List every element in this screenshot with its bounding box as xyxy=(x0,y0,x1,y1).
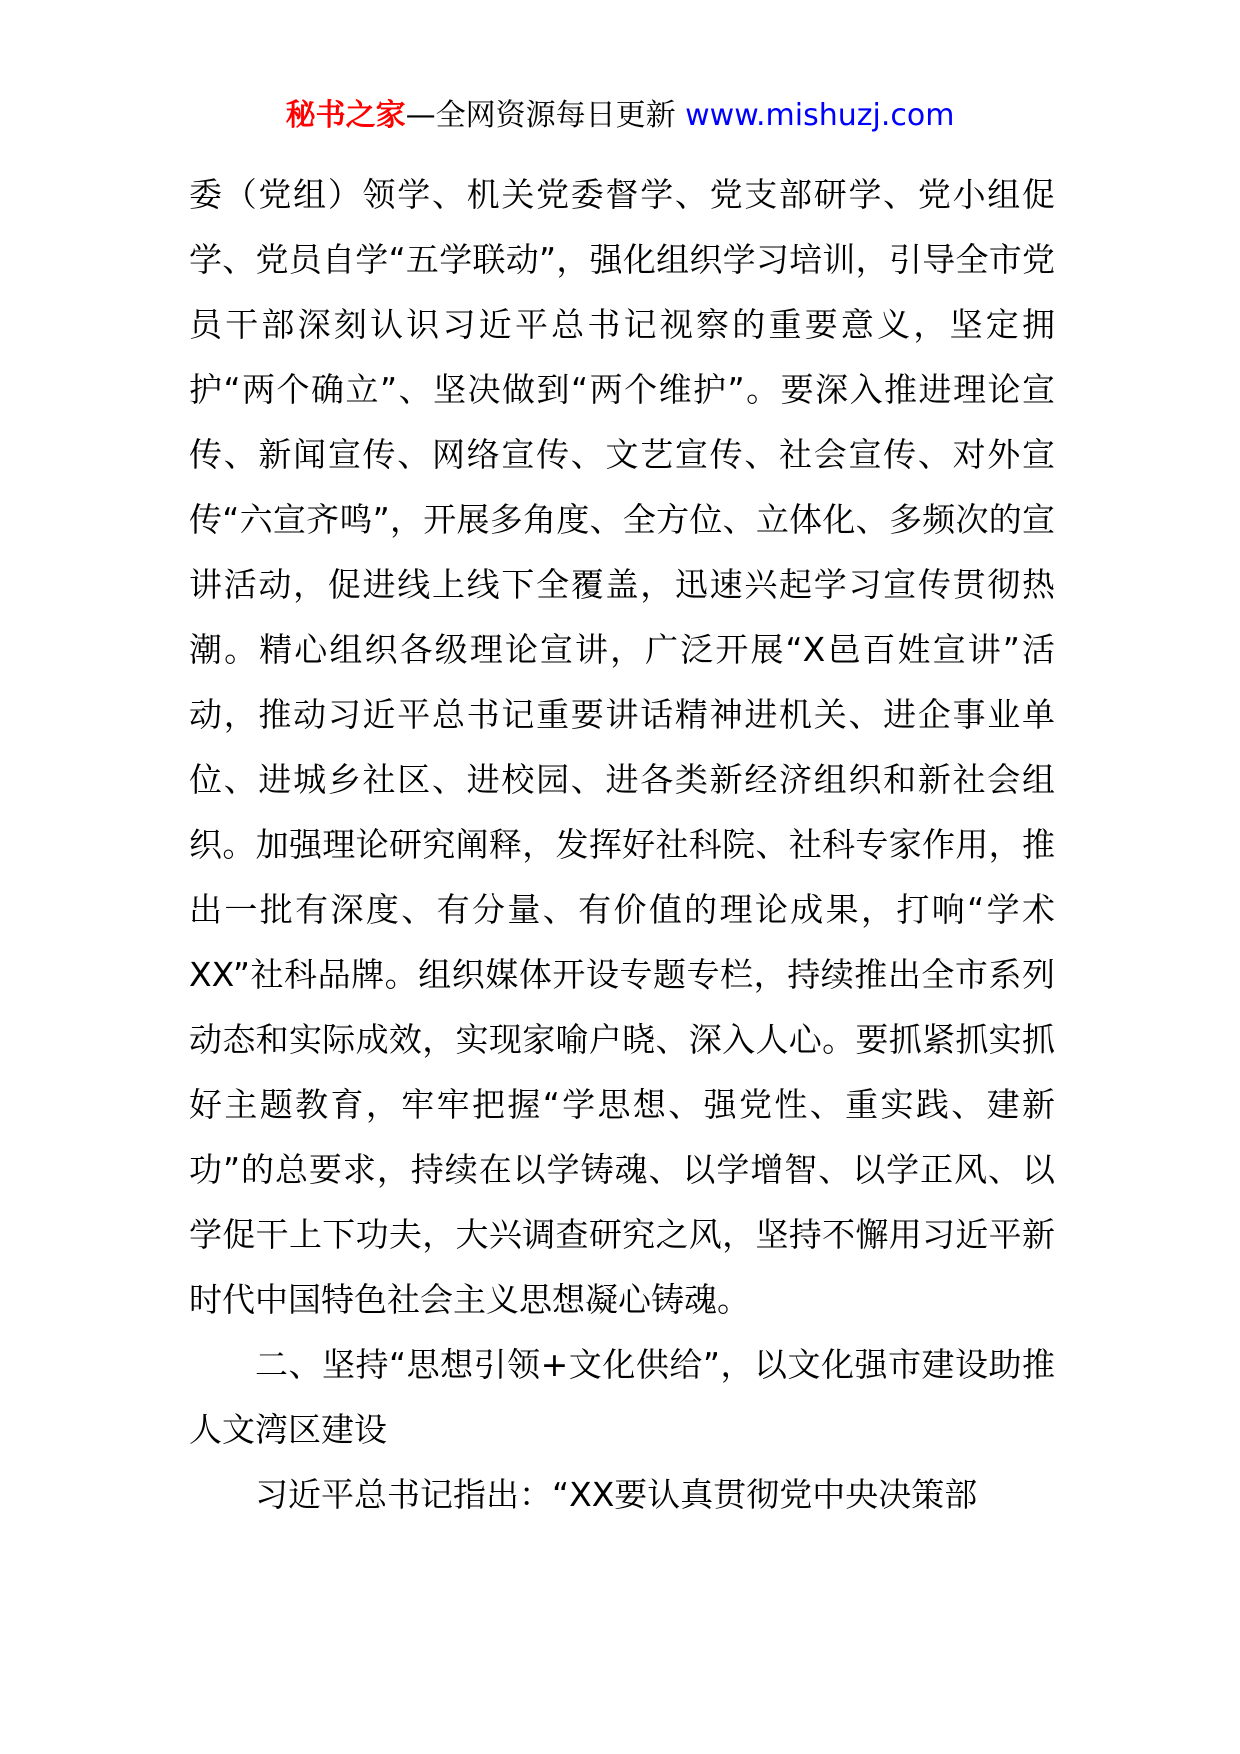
brand-name: 秘书之家 xyxy=(285,98,406,133)
body-paragraph: 习近平总书记指出：“XX要认真贯彻党中央决策部 xyxy=(255,1475,978,1514)
body-paragraph: 委（党组）领学、机关党委督学、党支部研学、党小组促学、党员自学“五学联动”，强化组织学习培训，引导全市党员干部深刻认识习近平总书记视察的重要意义，坚定拥护“两个确立”、坚决做到“两个维护”。要深入推进理论宣传、新闻宣传、网络宣传、文艺宣传、社会宣传、对外宣传“六宣齐鸣”，开展多角度、全方位、立体化、多频次的宣讲活动，促进线上线下全覆盖，迅速兴起学习宣传贯彻热潮。精心组织各级理论宣讲，广泛开展“X邑百姓宣讲”活动，推动习近平总书记重要讲话精神进机关、进企事业单位、进城乡社区、进校园、进各类新经济组织和新社会组织。加强理论研究阐释，发挥好社科院、社科专家作用，推出一批有深度、有分量、有价值的理论成果，打响“学术XX”社科品牌。组织媒体开设专题专栏，持续推出全市系列动态和实际成效，实现家喻户晓、深入人心。要抓紧抓实抓好主题教育，牢牢把握“学思想、强党性、重实践、建新功”的总要求，持续在以学铸魂、以学增智、以学正风、以学促干上下功夫，大兴调查研究之风，坚持不懈用习近平新时代中国特色社会主义思想凝心铸魂。 xyxy=(189,175,1055,1319)
document-body xyxy=(189,162,1055,1527)
header-tagline: —全网资源每日更新 xyxy=(405,98,686,133)
section-heading: 二、坚持“思想引领+文化供给”，以文化强市建设助推人文湾区建设 xyxy=(189,1345,1055,1449)
site-header xyxy=(0,96,1240,136)
site-url-link[interactable]: www.mishuzj.com xyxy=(685,98,955,133)
